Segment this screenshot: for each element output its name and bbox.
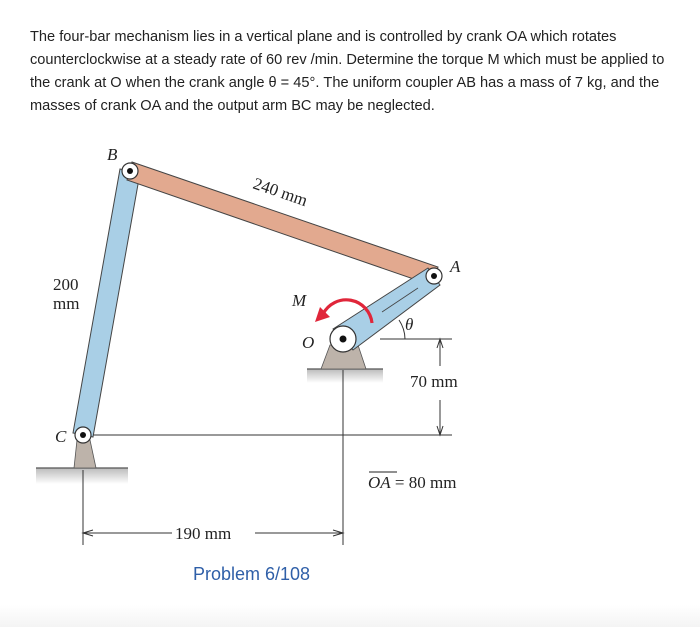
ground-support-c: [36, 440, 128, 484]
label-horizontal-offset: 190 mm: [175, 524, 232, 543]
problem-caption: Problem 6/108: [193, 564, 311, 584]
pin-o: [330, 326, 356, 352]
label-b: B: [107, 145, 118, 164]
problem-text: The four-bar mechanism lies in a vertical plane and is controlled by crank OA which rotates counterclockwise at a steady rate of 60 rev /min. Determine the torque M which must be applied to the crank at O when the crank angle θ = 45°. The uniform coupler AB has a mass of 7 kg, and the masses of crank OA and the output arm BC may be neglected.: [30, 29, 665, 114]
label-arm-length-2: mm: [53, 294, 80, 313]
crank-value-text: = 80 mm: [390, 473, 457, 492]
coupler-ab: [127, 162, 438, 285]
bottom-fade: [0, 605, 700, 627]
label-vertical-offset: 70 mm: [410, 372, 458, 391]
label-arm-length-1: 200: [53, 275, 79, 294]
label-c: C: [55, 427, 67, 446]
label-coupler-length: 240 mm: [250, 173, 311, 211]
dimension-lines: [83, 290, 452, 545]
output-arm-bc: [73, 169, 140, 437]
label-crank-length: [368, 473, 456, 492]
label-a: A: [450, 257, 461, 276]
label-m: M: [292, 291, 307, 310]
pin-c: [75, 427, 91, 443]
pin-a: [426, 268, 442, 284]
label-o: O: [302, 333, 315, 352]
pin-b: [122, 163, 138, 179]
label-theta: θ: [405, 315, 414, 334]
crank-overline-text: OA: [368, 473, 391, 492]
